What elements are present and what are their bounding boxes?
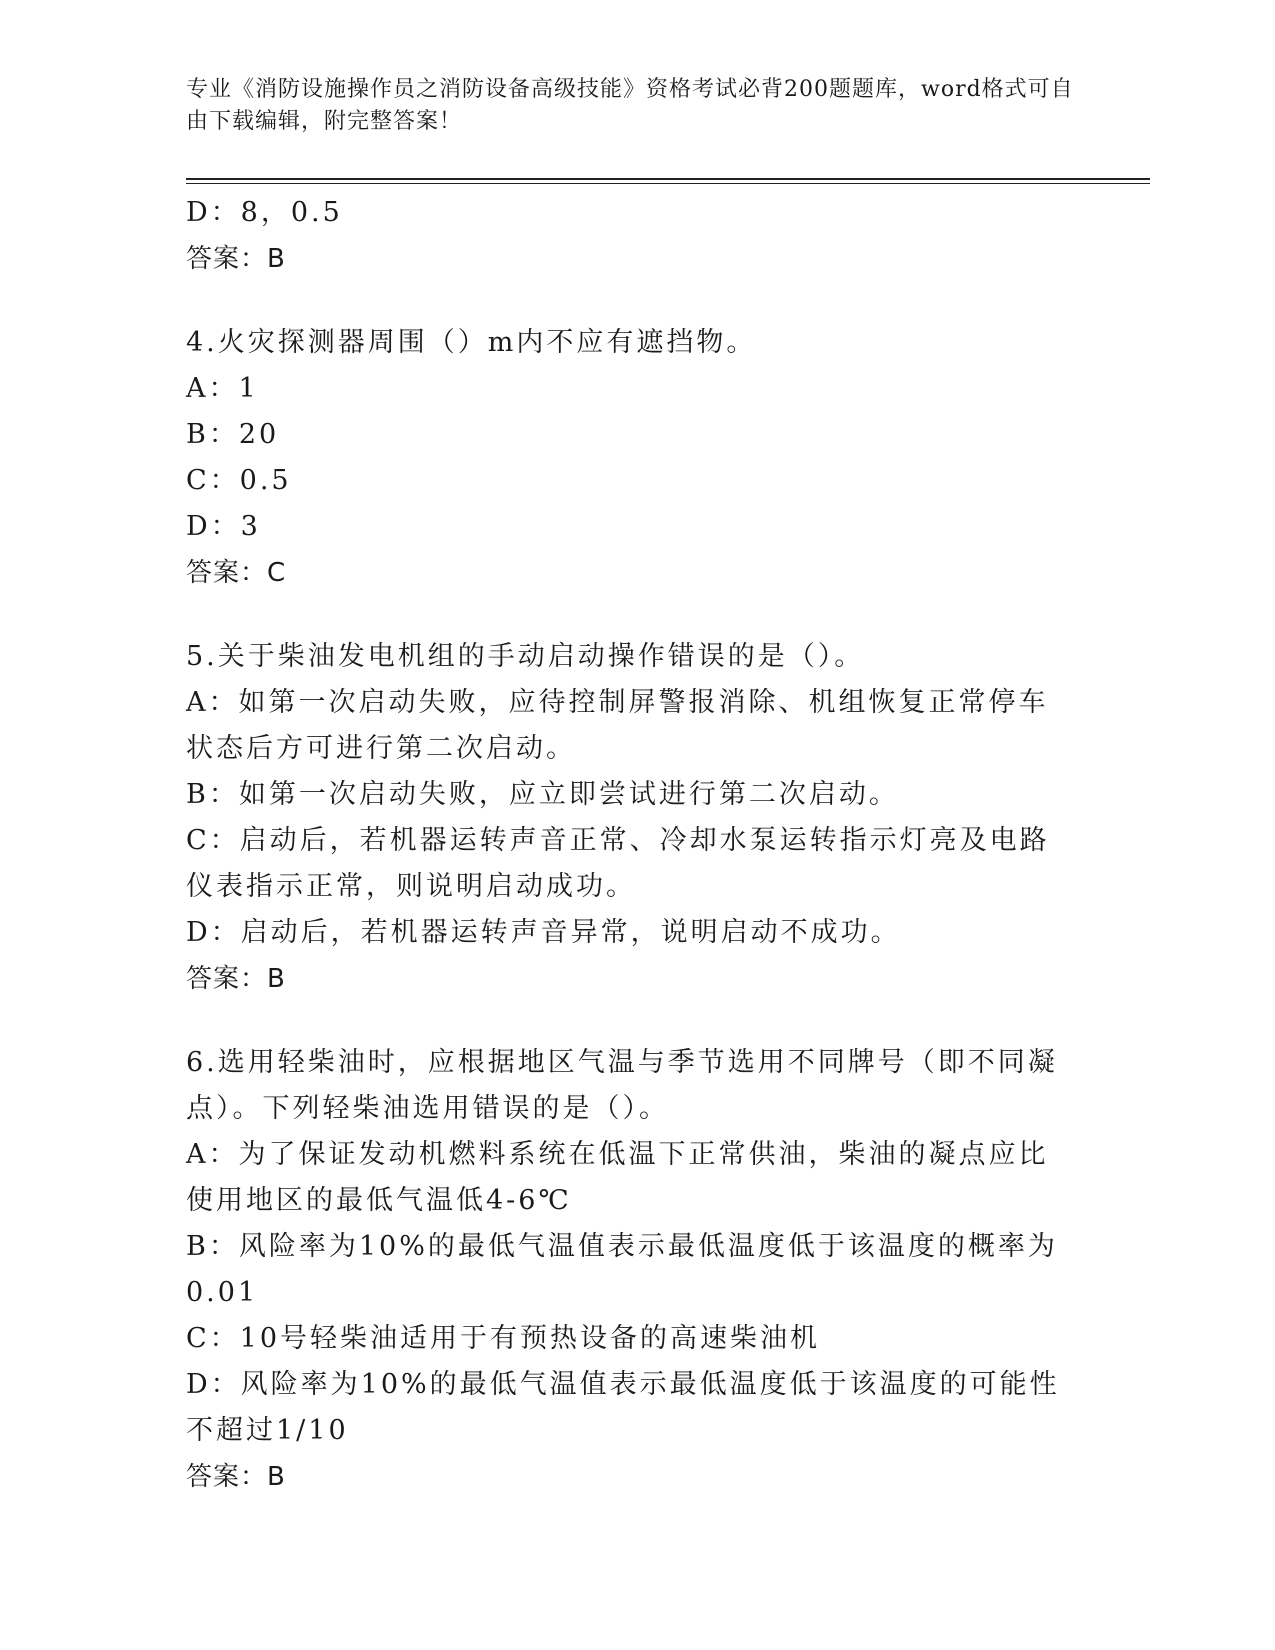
document-header <box>186 74 1086 138</box>
option-c: C：0.5 <box>186 465 292 496</box>
question-5 <box>186 634 1076 1002</box>
answer-line: 答案：C <box>186 558 287 588</box>
document-body <box>186 190 1076 1500</box>
question-stem: 5.关于柴油发电机组的手动启动操作错误的是（）。 <box>186 641 865 672</box>
option-d: D：启动后，若机器运转声音异常，说明启动不成功。 <box>186 917 901 948</box>
answer-line: 答案：B <box>186 964 286 994</box>
header-rule-thin <box>186 183 1150 184</box>
question-6 <box>186 1040 1076 1500</box>
option-b: B：20 <box>186 419 280 450</box>
answer-line: 答案：B <box>186 1462 286 1492</box>
previous-question-tail <box>186 190 1076 282</box>
header-rule-thick <box>186 178 1150 180</box>
header-title: 专业《消防设施操作员之消防设备高级技能》资格考试必背200题题库，word格式可自由下载编辑，附完整答案！ <box>186 77 1074 134</box>
question-stem: 4.火灾探测器周围（）m内不应有遮挡物。 <box>186 327 757 358</box>
option-c: C：10号轻柴油适用于有预热设备的高速柴油机 <box>186 1323 821 1354</box>
option-a: A：1 <box>186 373 259 404</box>
option-b: B：风险率为10%的最低气温值表示最低温度低于该温度的概率为0.01 <box>186 1231 1058 1308</box>
question-stem: 6.选用轻柴油时，应根据地区气温与季节选用不同牌号（即不同凝点）。下列轻柴油选用错误的是（）。 <box>186 1047 1058 1124</box>
option-a: A：为了保证发动机燃料系统在低温下正常供油，柴油的凝点应比使用地区的最低气温低4-6℃ <box>186 1139 1049 1216</box>
answer-line: 答案：B <box>186 244 286 274</box>
option-c: C：启动后，若机器运转声音正常、冷却水泵运转指示灯亮及电路仪表指示正常，则说明启动成功。 <box>186 825 1050 902</box>
option-b: B：如第一次启动失败，应立即尝试进行第二次启动。 <box>186 779 899 810</box>
option-d: D：3 <box>186 511 261 542</box>
option-a: A：如第一次启动失败，应待控制屏警报消除、机组恢复正常停车状态后方可进行第二次启动。 <box>186 687 1049 764</box>
question-4 <box>186 320 1076 596</box>
option-d: D：8，0.5 <box>186 197 343 228</box>
option-d: D：风险率为10%的最低气温值表示最低温度低于该温度的可能性不超过1/10 <box>186 1369 1060 1446</box>
